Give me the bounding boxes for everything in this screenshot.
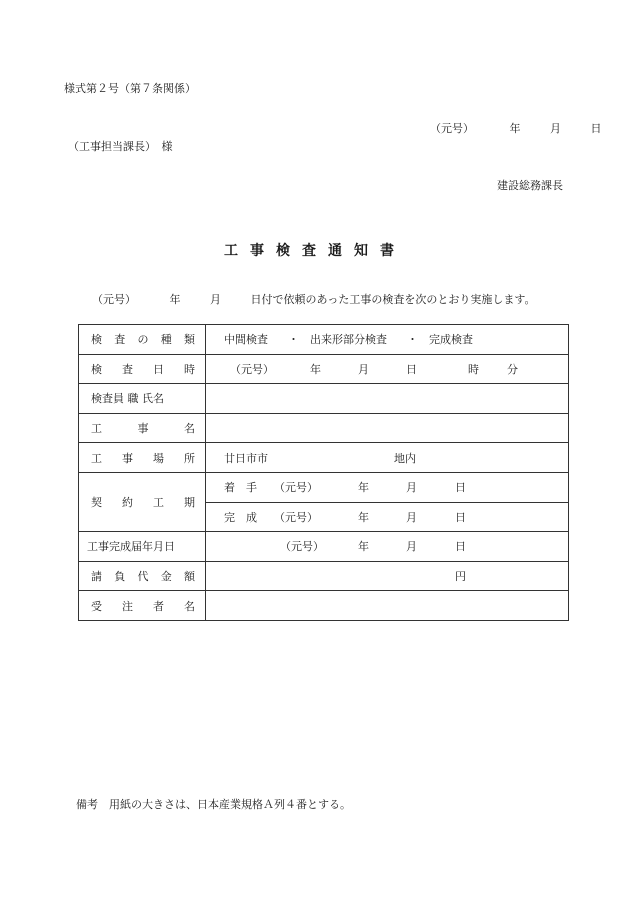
label-completion-report: 工事完成届年月日	[87, 540, 175, 554]
label-char: 工	[153, 496, 164, 510]
label-char: 注	[122, 599, 133, 613]
label-char: 金	[160, 570, 172, 584]
label-char: 検	[91, 333, 102, 347]
sender: 建設総務課長	[497, 179, 563, 192]
label-char: 名	[184, 599, 195, 613]
era-placeholder: （元号）	[430, 122, 474, 135]
row-contract-amount	[79, 561, 569, 591]
start-label: 着 手	[224, 481, 257, 495]
label-char: 期	[184, 496, 195, 510]
city-name: 廿日市市	[224, 451, 268, 465]
contract-amount-field[interactable]	[206, 562, 568, 591]
label-char: 名	[184, 422, 195, 436]
day-label: 日	[455, 540, 466, 554]
option-partial[interactable]: 出来形部分検査	[310, 333, 387, 347]
label-char: 場	[153, 451, 164, 465]
document-title: 工事検査通知書	[224, 243, 406, 259]
label-char: 負	[114, 570, 126, 584]
label-char: 事	[137, 422, 149, 436]
row-contractor	[79, 591, 569, 621]
year-label: 年	[358, 481, 369, 495]
day-label: 日	[455, 481, 466, 495]
era-placeholder: （元号）	[274, 481, 318, 495]
addressee: （工事担当課長） 様	[68, 140, 173, 153]
row-work-name	[79, 413, 569, 443]
label-work-location	[79, 450, 205, 466]
month-label: 月	[406, 540, 417, 554]
row-inspection-type	[79, 325, 569, 355]
label-contract-amount	[79, 568, 205, 584]
work-location-field[interactable]	[206, 443, 568, 472]
work-name-field[interactable]	[206, 414, 568, 443]
end-label: 完 成	[224, 510, 257, 524]
label-char: の	[137, 333, 149, 347]
label-char: 額	[184, 570, 195, 584]
option-interim[interactable]: 中間検査	[224, 333, 268, 347]
row-completion-report	[79, 532, 569, 562]
label-inspector: 検査員 職 氏名	[91, 392, 164, 406]
month-label: 月	[358, 362, 369, 376]
contract-start-field[interactable]	[206, 473, 568, 502]
label-char: 時	[184, 362, 195, 376]
day-label: 日	[590, 122, 602, 135]
month-label: 月	[550, 122, 561, 135]
contractor-field[interactable]	[206, 591, 568, 620]
option-completion[interactable]: 完成検査	[429, 333, 473, 347]
era-placeholder: （元号）	[274, 510, 318, 524]
day-label: 日	[406, 362, 417, 376]
year-label: 年	[358, 540, 369, 554]
label-char: 約	[122, 496, 133, 510]
label-char: 類	[184, 333, 195, 347]
label-char: 査	[114, 333, 126, 347]
label-contractor	[79, 598, 205, 614]
inspector-field[interactable]	[206, 384, 568, 413]
era-placeholder: （元号）	[280, 540, 324, 554]
label-char: 種	[160, 333, 172, 347]
yen-unit: 円	[455, 570, 466, 584]
intro-sentence	[92, 291, 536, 307]
row-inspection-datetime	[79, 354, 569, 384]
intro-text: 日付で依頼のあった工事の検査を次のとおり実施します。	[250, 293, 536, 306]
separator: ・	[407, 333, 418, 347]
label-inspection-type	[79, 331, 205, 347]
completion-report-field[interactable]	[206, 532, 568, 561]
label-work-name	[79, 420, 205, 436]
hour-label: 時	[468, 362, 479, 376]
label-char: 者	[153, 599, 164, 613]
separator: ・	[288, 333, 299, 347]
row-inspector	[79, 384, 569, 414]
issue-date	[430, 120, 602, 136]
label-char: 受	[91, 599, 102, 613]
contract-end-field[interactable]	[206, 503, 568, 532]
label-char: 査	[122, 362, 133, 376]
year-label: 年	[358, 510, 369, 524]
label-char: 事	[122, 451, 133, 465]
day-label: 日	[455, 510, 466, 524]
era-placeholder: （元号）	[230, 362, 274, 376]
minute-label: 分	[507, 362, 518, 376]
label-char: 所	[184, 451, 195, 465]
era-placeholder: （元号）	[92, 293, 136, 306]
label-char: 工	[91, 422, 102, 436]
label-char: 請	[91, 570, 102, 584]
inspection-datetime-field[interactable]	[206, 355, 568, 384]
year-label: 年	[509, 122, 521, 135]
month-label: 月	[406, 481, 417, 495]
label-char: 代	[137, 570, 149, 584]
month-label: 月	[210, 293, 221, 306]
row-contract-start	[79, 472, 569, 502]
row-work-location	[79, 443, 569, 473]
label-char: 検	[91, 362, 102, 376]
month-label: 月	[406, 510, 417, 524]
label-contract-period	[79, 494, 205, 510]
year-label: 年	[169, 293, 181, 306]
location-suffix: 地内	[394, 451, 416, 465]
inspection-table	[78, 324, 569, 621]
label-char: 日	[153, 362, 164, 376]
label-char: 契	[91, 496, 102, 510]
label-inspection-datetime	[79, 361, 205, 377]
year-label: 年	[310, 362, 321, 376]
notes: 備考 用紙の大きさは、日本産業規格Ａ列４番とする。	[76, 798, 351, 811]
form-number: 様式第２号（第７条関係）	[64, 82, 196, 95]
label-char: 工	[91, 451, 102, 465]
